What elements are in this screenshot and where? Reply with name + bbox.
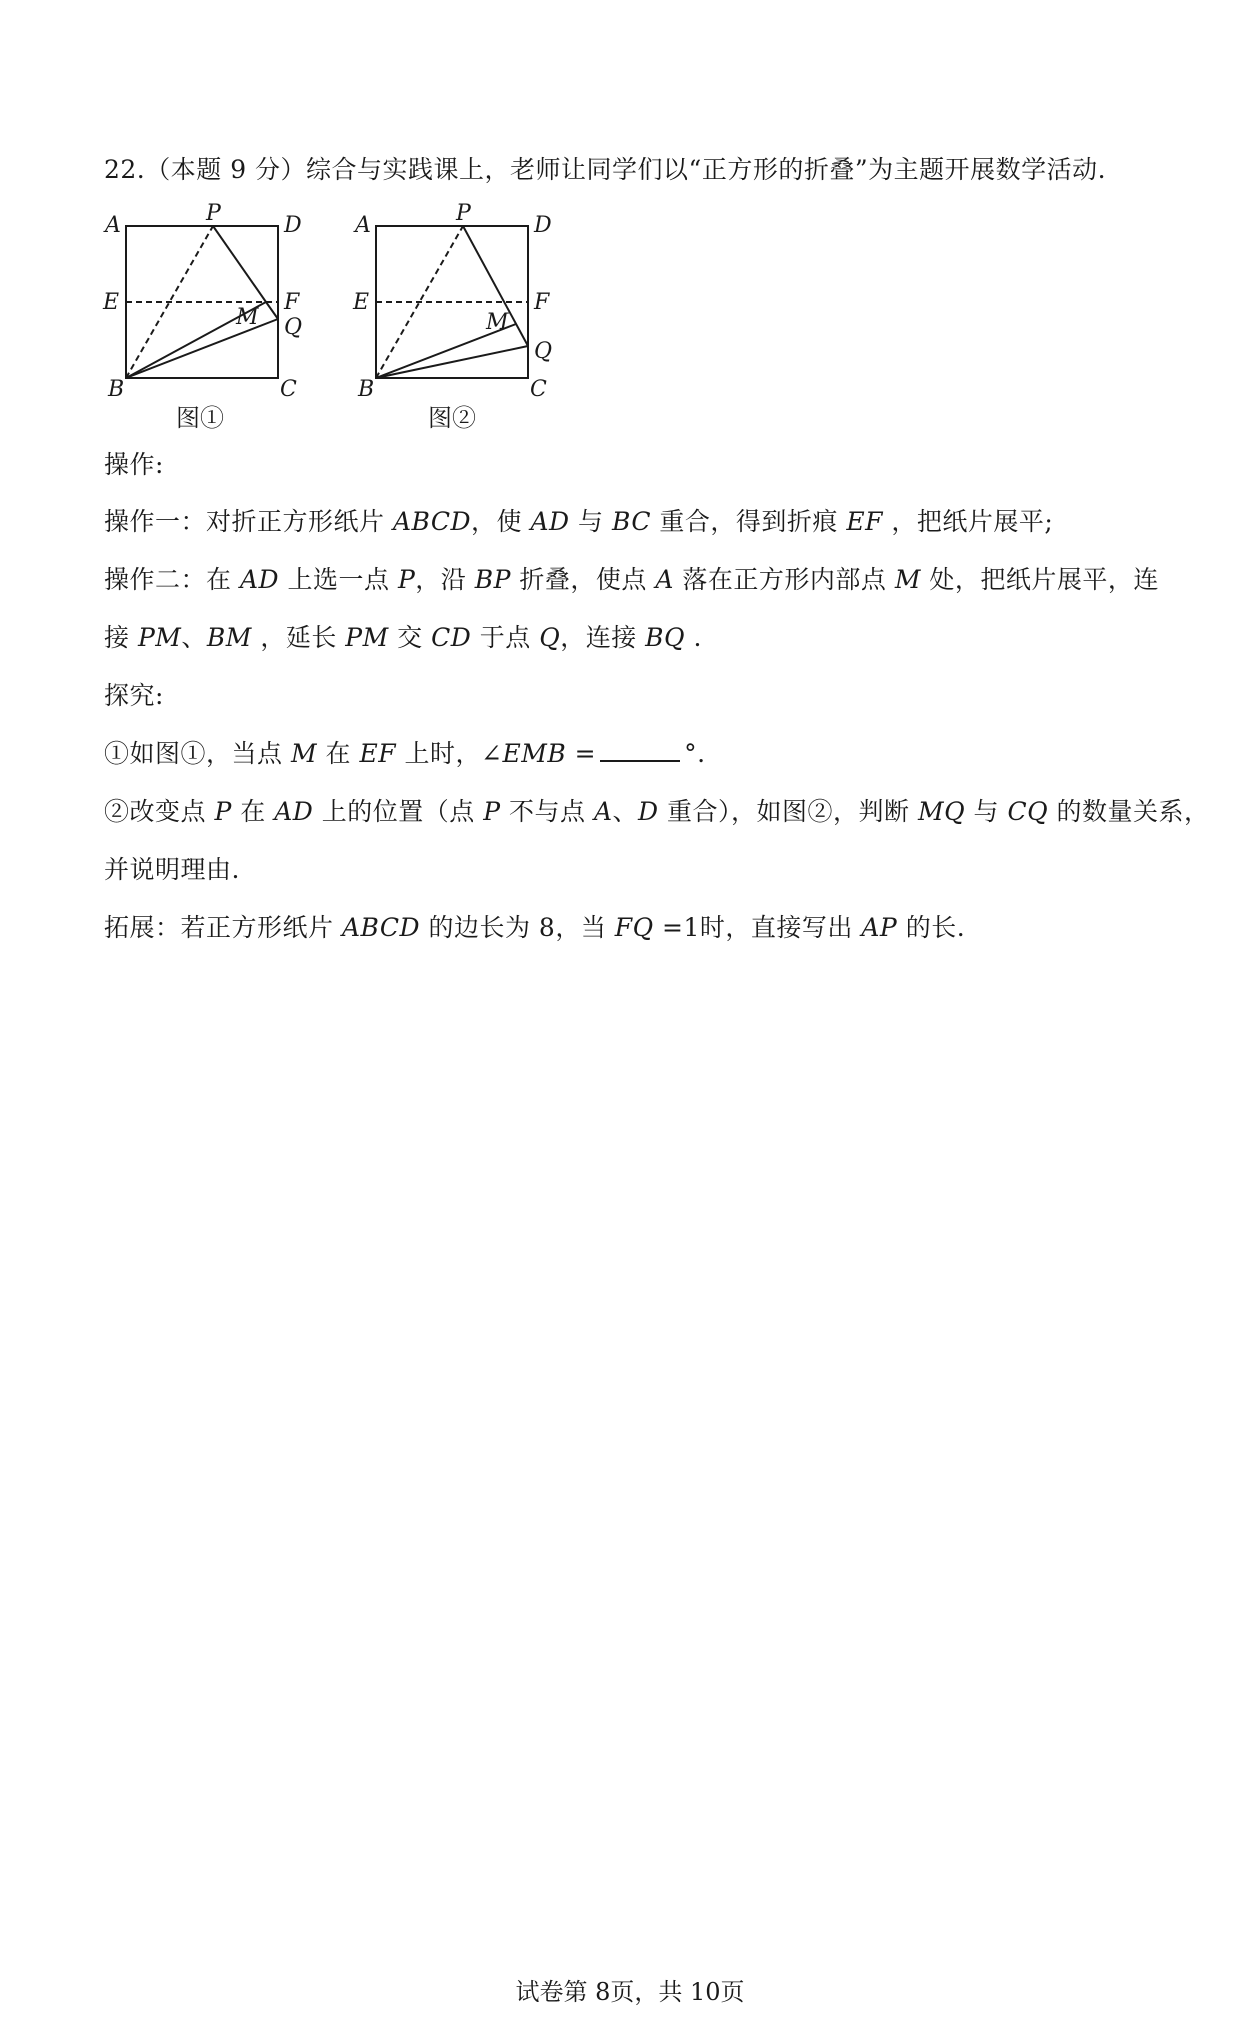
label-p: P [206, 201, 221, 226]
math-d: D [638, 797, 659, 826]
text: 与 [569, 507, 612, 536]
explore-title: 探究: [104, 681, 164, 710]
text: 在 [231, 797, 275, 826]
text: . [685, 623, 702, 652]
text: 与 [965, 797, 1008, 826]
label-e: E [353, 290, 370, 315]
text: 操作一：对折正方形纸片 [104, 507, 393, 536]
text: 的长. [897, 913, 966, 942]
label-q: Q [284, 315, 303, 340]
text: 交 [388, 623, 432, 652]
segment-pm [213, 226, 266, 302]
text: ②改变点 [104, 797, 215, 826]
explore-part-2-line-1 [104, 795, 1210, 829]
figure-1-svg [100, 196, 303, 402]
text: 接 [104, 623, 138, 652]
math-ad: AD [239, 565, 280, 594]
math-pm: PM [137, 623, 182, 652]
text: 的边长为 8，当 [420, 913, 615, 942]
label-m: M [236, 305, 259, 330]
text: = [566, 739, 597, 768]
math-q: Q [539, 623, 561, 652]
label-p: P [456, 201, 471, 226]
math-cq: CQ [1007, 797, 1049, 826]
text: 上时， [396, 739, 482, 768]
math-m: M [290, 739, 318, 768]
label-d: D [284, 213, 302, 238]
text: °. [684, 739, 706, 768]
text: 重合，得到折痕 [650, 507, 847, 536]
math-bm: BM [206, 623, 252, 652]
math-bq: BQ [645, 623, 686, 652]
label-a: A [355, 213, 371, 238]
math-fq: FQ [614, 913, 654, 942]
text: ，延长 [251, 623, 346, 652]
label-c: C [280, 377, 297, 402]
figure-1 [100, 196, 303, 402]
math-p: P [397, 565, 416, 594]
text: ，把纸片展平; [882, 507, 1054, 536]
math-pm: PM [345, 623, 389, 652]
segment-mq [266, 302, 278, 319]
text: ，连接 [560, 623, 646, 652]
label-d: D [534, 213, 552, 238]
label-m: M [486, 310, 509, 335]
label-b: B [358, 377, 375, 402]
figure-2 [350, 196, 553, 402]
label-a: A [105, 213, 121, 238]
figure-2-svg [350, 196, 553, 402]
text: 处，把纸片展平，连 [920, 565, 1159, 594]
text: =1 [653, 913, 700, 942]
math-ef: EF [359, 739, 397, 768]
label-c: C [530, 377, 547, 402]
text: 于点 [471, 623, 540, 652]
operation-title: 操作: [104, 450, 164, 479]
math-abcd: ABCD [392, 507, 472, 536]
text: 、 [181, 623, 207, 652]
text: 上的位置（点 [313, 797, 484, 826]
text: 重合），如图②，判断 [658, 797, 918, 826]
explore-part-2-line-2: 并说明理由. [104, 855, 240, 884]
text: ，沿 [415, 565, 475, 594]
question-header: 22.（本题 9 分）综合与实践课上，老师让同学们以“正方形的折叠”为主题开展数学活动. [104, 155, 1107, 184]
label-f: F [284, 290, 300, 315]
math-ef: EF [846, 507, 883, 536]
math-a: A [655, 565, 674, 594]
operation-1 [104, 505, 1053, 539]
text: 操作二：在 [104, 565, 240, 594]
text: 落在正方形内部点 [673, 565, 895, 594]
text: 上选一点 [279, 565, 398, 594]
text: 、 [612, 797, 639, 826]
math-bc: BC [611, 507, 651, 536]
math-ap: AP [861, 913, 898, 942]
label-e: E [103, 290, 120, 315]
extension [104, 911, 965, 945]
text: 时，直接写出 [699, 913, 862, 942]
math-ad: AD [274, 797, 314, 826]
answer-blank[interactable] [600, 738, 680, 762]
math-p: P [483, 797, 501, 826]
math-m: M [894, 565, 921, 594]
math-angle-emb: ∠EMB [481, 739, 567, 768]
explore-part-1 [104, 737, 706, 771]
math-p: P [214, 797, 232, 826]
figure-1-caption: 图① [176, 404, 224, 432]
math-ad: AD [530, 507, 570, 536]
label-b: B [108, 377, 125, 402]
text: 折叠，使点 [510, 565, 656, 594]
figure-2-caption: 图② [428, 404, 476, 432]
text: 拓展：若正方形纸片 [104, 913, 342, 942]
text: 的数量关系， [1048, 797, 1210, 826]
math-bp: BP [474, 565, 511, 594]
operation-2-line-1 [104, 563, 1159, 597]
page-footer: 试卷第 8页，共 10页 [515, 1978, 745, 2006]
segment-bq [376, 346, 528, 378]
label-q: Q [534, 339, 553, 364]
math-cd: CD [431, 623, 472, 652]
label-f: F [534, 290, 550, 315]
math-abcd: ABCD [341, 913, 421, 942]
operation-2-line-2 [104, 621, 702, 655]
text: ①如图①，当点 [104, 739, 291, 768]
text: ，使 [471, 507, 531, 536]
math-mq: MQ [917, 797, 966, 826]
text: 不与点 [500, 797, 594, 826]
math-a: A [593, 797, 613, 826]
text: 在 [317, 739, 360, 768]
